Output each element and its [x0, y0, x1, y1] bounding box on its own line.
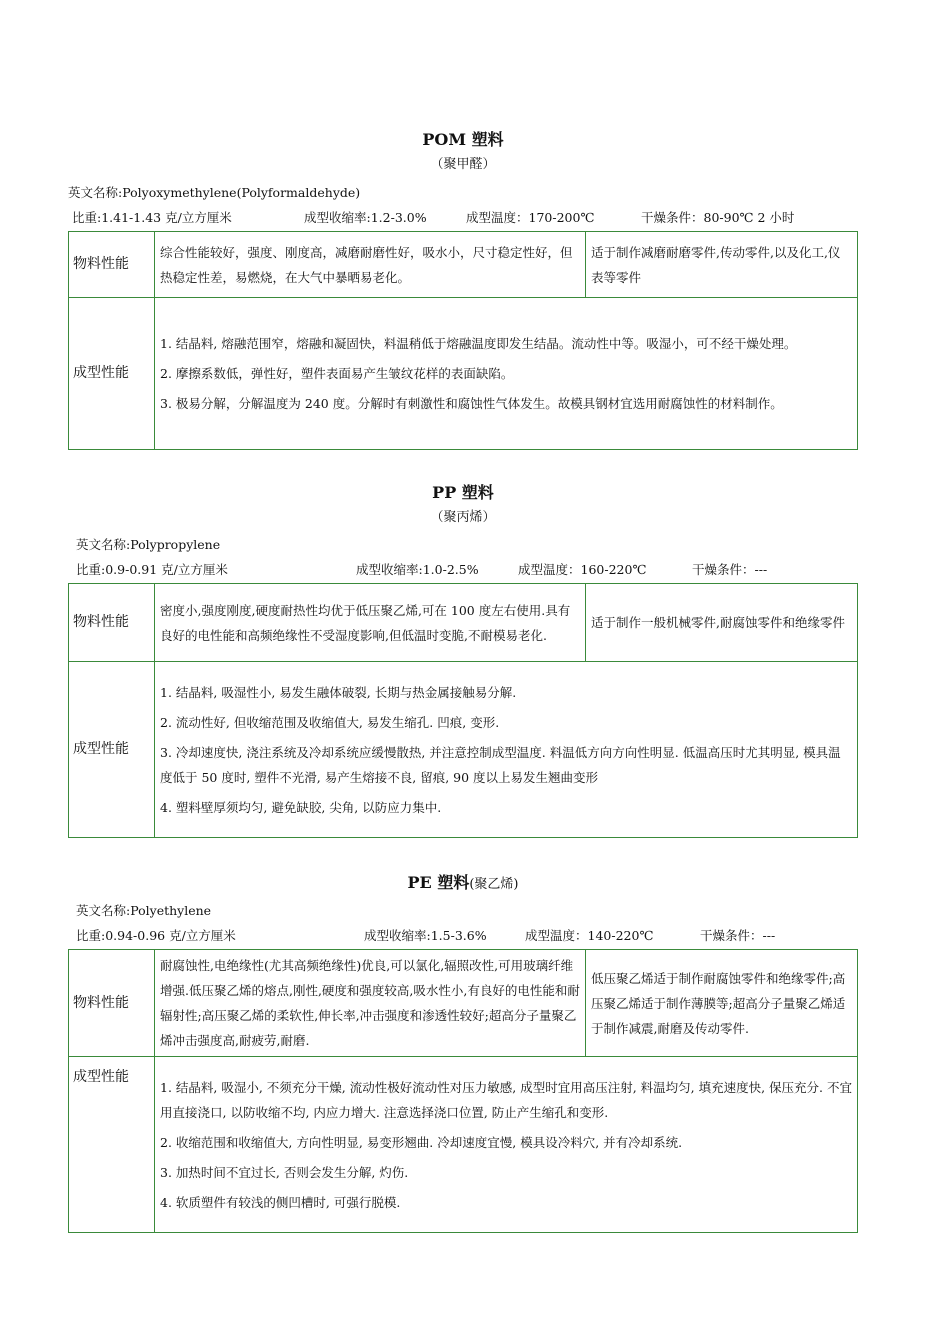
density: 比重:0.94-0.96 克/立方厘米	[76, 928, 236, 943]
molding-point: 3. 极易分解，分解温度为 240 度。分解时有刺激性和腐蚀性气体发生。故模具钢材宜选用耐腐蚀性的材料制作。	[160, 396, 783, 411]
material-row	[69, 950, 858, 1057]
molding-label: 成型性能	[69, 298, 155, 450]
material-row	[69, 232, 858, 298]
section-title	[68, 128, 858, 152]
section-title	[68, 481, 858, 505]
molding-point: 2. 收缩范围和收缩值大, 方向性明显, 易变形翘曲. 冷却速度宜慢, 模具设冷料穴, 并有冷却系统.	[160, 1134, 683, 1150]
section-title	[68, 871, 858, 895]
material-use: 适于制作一般机械零件,耐腐蚀零件和绝缘零件	[586, 584, 858, 662]
molding-point: 3. 冷却速度快, 浇注系统及冷却系统应缓慢散热, 并注意控制成型温度. 料温低方向方向性明显. 低温高压时尤其明显, 模具温度低于 50 度时, 塑件不光滑, 易产生熔接不良, 留痕, 90 度以上易发生翘曲变形	[160, 744, 841, 785]
properties-row	[68, 557, 858, 583]
english-name: 英文名称:Polyoxymethylene(Polyformaldehyde)	[68, 185, 361, 200]
molding-point: 3. 加热时间不宜过长, 否则会发生分解, 灼伤.	[160, 1164, 409, 1180]
molding-label: 成型性能	[69, 1057, 155, 1233]
drying-condition: 干燥条件：---	[692, 562, 768, 577]
material-row	[69, 584, 858, 662]
molding-label: 成型性能	[69, 662, 155, 838]
material-description: 耐腐蚀性,电绝缘性(尤其高频绝缘性)优良,可以氯化,辐照改性,可用玻璃纤维增强.低压聚乙烯的熔点,刚性,硬度和强度较高,吸水性小,有良好的电性能和耐辐射性;高压聚乙烯的柔软性,伸长率,冲击强度和渗透性较好;超高分子量聚乙烯冲击强度高,耐疲劳,耐磨.	[155, 950, 586, 1057]
title-text: PP 塑料	[432, 483, 494, 502]
material-use: 低压聚乙烯适于制作耐腐蚀零件和绝缘零件;高压聚乙烯适于制作薄膜等;超高分子量聚乙烯适于制作减震,耐磨及传动零件.	[586, 950, 858, 1057]
properties-row	[68, 923, 858, 949]
molding-points	[155, 662, 858, 838]
shrinkage: 成型收缩率:1.2-3.0%	[304, 210, 427, 225]
density: 比重:0.9-0.91 克/立方厘米	[76, 562, 228, 577]
molding-temp: 成型温度：160-220℃	[518, 562, 647, 577]
property-table	[68, 583, 858, 838]
property-table	[68, 231, 858, 450]
section-subtitle: （聚甲醛）	[430, 157, 496, 172]
material-description: 密度小,强度刚度,硬度耐热性均优于低压聚乙烯,可在 100 度左右使用.具有良好的电性能和高频绝缘性不受湿度影响,但低温时变脆,不耐模易老化.	[155, 584, 586, 662]
shrinkage: 成型收缩率:1.0-2.5%	[356, 562, 479, 577]
material-description: 综合性能较好，强度、刚度高，减磨耐磨性好，吸水小，尺寸稳定性好，但热稳定性差，易燃烧，在大气中暴晒易老化。	[155, 232, 586, 298]
english-name: 英文名称:Polyethylene	[76, 903, 212, 918]
material-use: 适于制作减磨耐磨零件,传动零件,以及化工,仪表等零件	[586, 232, 858, 298]
shrinkage: 成型收缩率:1.5-3.6%	[364, 928, 487, 943]
molding-row	[69, 662, 858, 838]
molding-points	[155, 1057, 858, 1233]
molding-row	[69, 298, 858, 450]
molding-point: 1. 结晶料, 吸湿性小, 易发生融体破裂, 长期与热金属接触易分解.	[160, 684, 517, 700]
molding-row	[69, 1057, 858, 1233]
molding-points	[155, 298, 858, 450]
molding-point: 4. 软质塑件有较浅的侧凹槽时, 可强行脱模.	[160, 1194, 401, 1210]
section-subtitle: （聚丙烯）	[430, 510, 496, 525]
properties-row	[68, 205, 858, 231]
molding-point: 4. 塑料壁厚须均匀, 避免缺胶, 尖角, 以防应力集中.	[160, 799, 442, 815]
section-pom	[68, 128, 858, 450]
english-name: 英文名称:Polypropylene	[76, 537, 221, 552]
molding-point: 2. 摩擦系数低，弹性好，塑件表面易产生皱纹花样的表面缺陷。	[160, 366, 514, 381]
title-suffix: (聚乙烯)	[469, 877, 519, 892]
molding-point: 1. 结晶料, 吸湿小, 不须充分干燥, 流动性极好流动性对压力敏感, 成型时宜用高压注射, 料温均匀, 填充速度快, 保压充分. 不宜用直接浇口, 以防收缩不均, 内应力增大. 注意选择浇口位置, 防止产生缩孔和变形.	[160, 1079, 852, 1120]
title-text: PE 塑料	[407, 873, 470, 892]
density: 比重:1.41-1.43 克/立方厘米	[72, 210, 232, 225]
title-text: POM 塑料	[422, 130, 504, 149]
section-pp	[68, 481, 858, 838]
material-label: 物料性能	[69, 950, 155, 1057]
drying-condition: 干燥条件：---	[700, 928, 776, 943]
drying-condition: 干燥条件：80-90℃ 2 小时	[641, 210, 795, 225]
material-label: 物料性能	[69, 232, 155, 298]
molding-temp: 成型温度：140-220℃	[525, 928, 654, 943]
material-label: 物料性能	[69, 584, 155, 662]
molding-point: 1. 结晶料, 熔融范围窄，熔融和凝固快，料温稍低于熔融温度即发生结晶。流动性中等。吸湿小，可不经干燥处理。	[160, 336, 797, 351]
molding-point: 2. 流动性好, 但收缩范围及收缩值大, 易发生缩孔. 凹痕, 变形.	[160, 714, 500, 730]
molding-temp: 成型温度：170-200℃	[466, 210, 595, 225]
section-pe	[68, 871, 858, 1233]
property-table	[68, 949, 858, 1233]
